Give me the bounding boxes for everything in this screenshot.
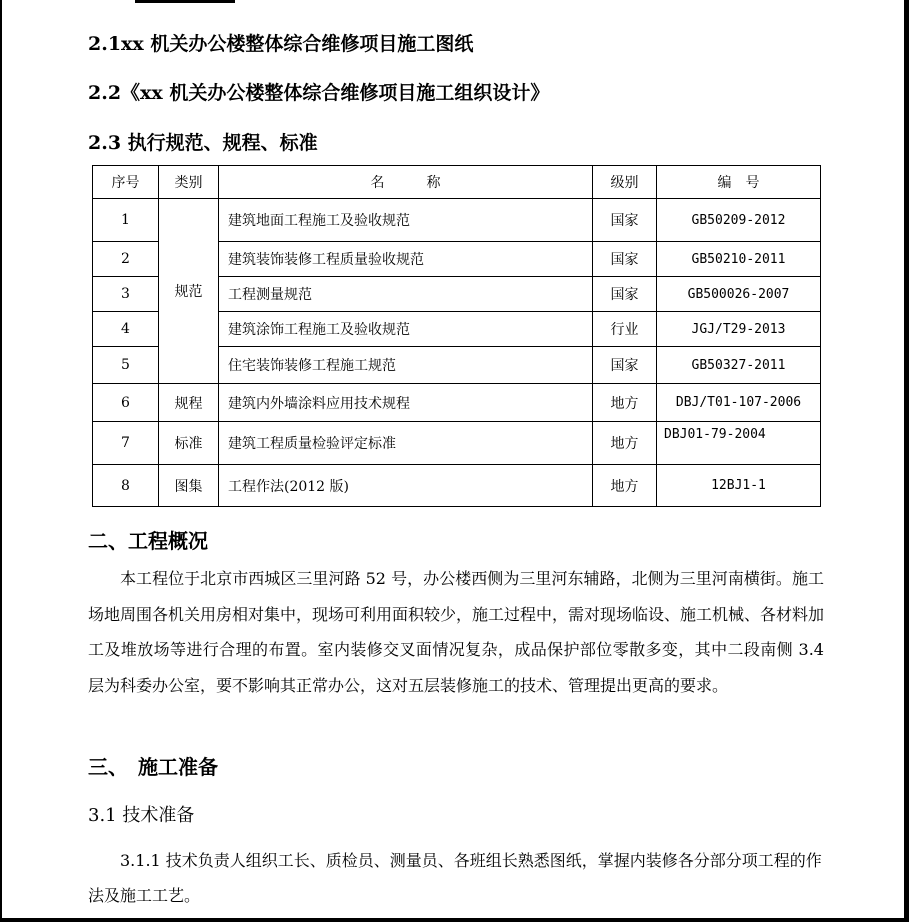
cell-code: GB500026-2007 xyxy=(657,277,821,312)
cell-no: 4 xyxy=(93,312,159,347)
cell-name: 建筑地面工程施工及验收规范 xyxy=(219,199,593,242)
cell-code: 12BJ1-1 xyxy=(657,465,821,507)
cell-name: 建筑装饰装修工程质量验收规范 xyxy=(219,242,593,277)
cell-level: 国家 xyxy=(593,242,657,277)
cell-name: 工程测量规范 xyxy=(219,277,593,312)
cell-code: GB50209-2012 xyxy=(657,199,821,242)
section-2-title: 二、工程概况 xyxy=(88,529,208,553)
standards-table xyxy=(92,165,821,507)
cut-off-text-fragment xyxy=(135,0,235,3)
header-name: 名 称 xyxy=(219,166,593,199)
header-level: 级别 xyxy=(593,166,657,199)
section-3-title: 三、 施工准备 xyxy=(88,755,218,779)
cell-level: 国家 xyxy=(593,347,657,384)
cell-type: 规程 xyxy=(159,384,219,422)
cell-no: 1 xyxy=(93,199,159,242)
page-border-right xyxy=(904,0,909,922)
section-2-paragraph: 本工程位于北京市西城区三里河路 52 号，办公楼西侧为三里河东辅路，北侧为三里河南横街。施工场地周围各机关用房相对集中，现场可利用面积较少，施工过程中，需对现场临设、施工机械、各材料加工及堆放场等进行合理的布置。室内装修交叉面情况复杂，成品保护部位零散多变，其中二段南侧 3.4 层为科委办公室，要不影响其正常办公，这对五层装修施工的技术、管理提出更高的要求。 xyxy=(88,569,825,695)
page-border-left xyxy=(0,0,2,922)
cell-no: 8 xyxy=(93,465,159,507)
cell-type: 标准 xyxy=(159,422,219,465)
section-3-1-title: 3.1 技术准备 xyxy=(88,805,195,826)
cell-code: DBJ/T01-107-2006 xyxy=(657,384,821,422)
cell-level: 地方 xyxy=(593,384,657,422)
cell-level: 地方 xyxy=(593,422,657,465)
table-row xyxy=(93,465,821,507)
table-header-row xyxy=(93,166,821,199)
table-row xyxy=(93,384,821,422)
cell-no: 2 xyxy=(93,242,159,277)
cell-level: 行业 xyxy=(593,312,657,347)
cell-code: DBJ01-79-2004 xyxy=(657,422,821,465)
cell-name: 住宅装饰装修工程施工规范 xyxy=(219,347,593,384)
cell-level: 国家 xyxy=(593,199,657,242)
cell-level: 国家 xyxy=(593,277,657,312)
table-row xyxy=(93,422,821,465)
heading-2-2: 2.2《xx 机关办公楼整体综合维修项目施工组织设计》 xyxy=(88,82,550,104)
header-type: 类别 xyxy=(159,166,219,199)
header-code: 编 号 xyxy=(657,166,821,199)
cell-type: 规范 xyxy=(159,199,219,384)
cell-no: 3 xyxy=(93,277,159,312)
cell-type: 图集 xyxy=(159,465,219,507)
cell-no: 7 xyxy=(93,422,159,465)
heading-2-1: 2.1xx 机关办公楼整体综合维修项目施工图纸 xyxy=(88,33,474,55)
header-no: 序号 xyxy=(93,166,159,199)
section-3-1-paragraph: 3.1.1 技术负责人组织工长、质检员、测量员、各班组长熟悉图纸，掌握内装修各分部分项工程的作法及施工工艺。 xyxy=(88,851,822,905)
cell-name: 建筑工程质量检验评定标准 xyxy=(219,422,593,465)
cell-name: 建筑涂饰工程施工及验收规范 xyxy=(219,312,593,347)
heading-2-3: 2.3 执行规范、规程、标准 xyxy=(88,132,318,154)
page-border-bottom xyxy=(0,918,909,922)
table-row xyxy=(93,199,821,242)
cell-no: 5 xyxy=(93,347,159,384)
cell-code: GB50210-2011 xyxy=(657,242,821,277)
cell-level: 地方 xyxy=(593,465,657,507)
cell-name: 建筑内外墙涂料应用技术规程 xyxy=(219,384,593,422)
cell-code: JGJ/T29-2013 xyxy=(657,312,821,347)
cell-name: 工程作法(2012 版) xyxy=(219,465,593,507)
cell-code: GB50327-2011 xyxy=(657,347,821,384)
cell-no: 6 xyxy=(93,384,159,422)
